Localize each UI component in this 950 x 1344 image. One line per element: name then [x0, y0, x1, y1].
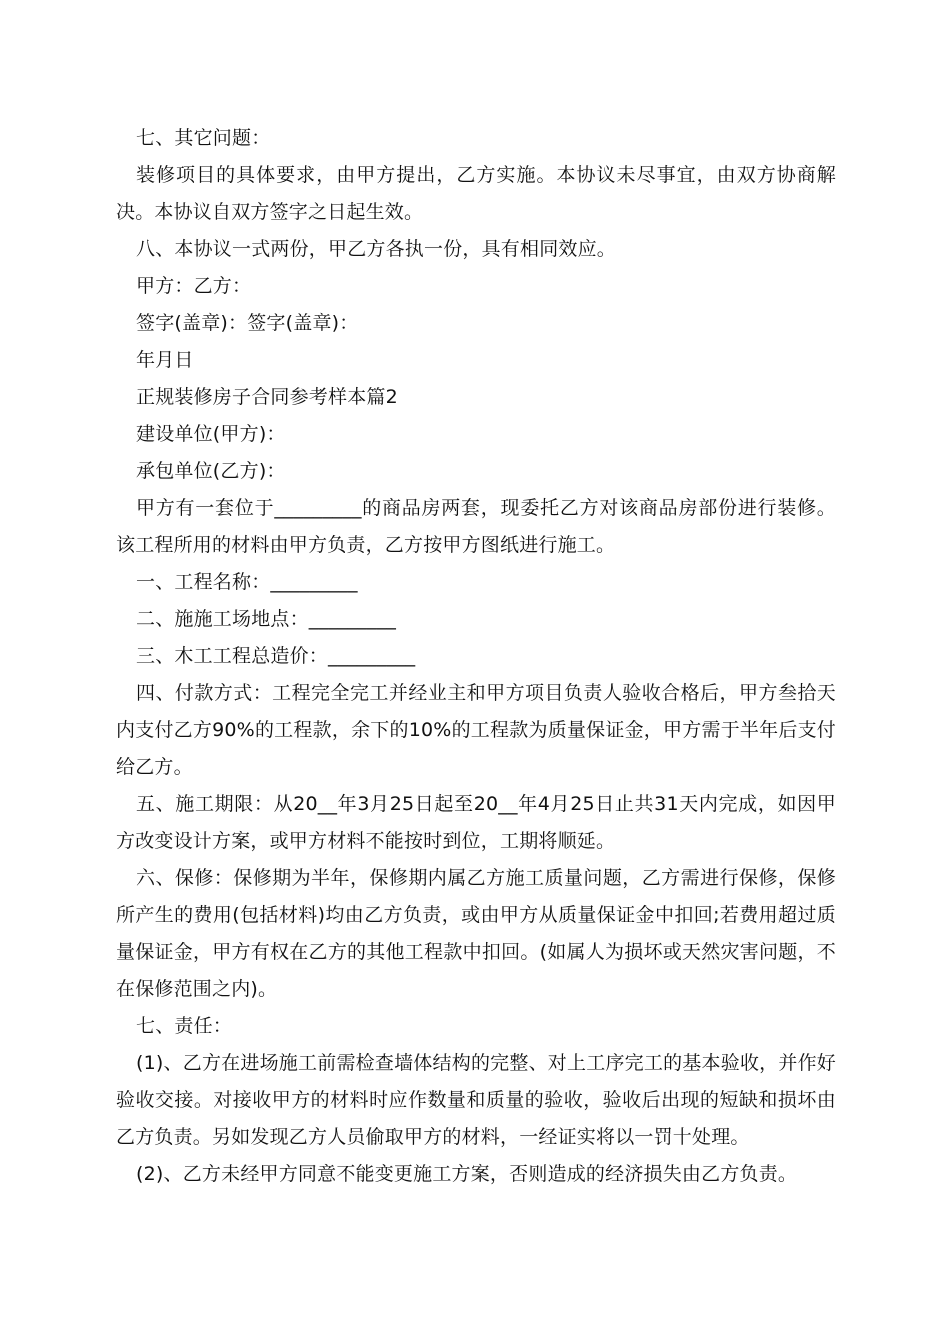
party-b-line: 承包单位(乙方)： — [136, 460, 286, 482]
section-heading-other-issues: 七、其它问题： — [136, 127, 271, 149]
parties-line: 甲方：乙方： — [136, 275, 252, 297]
item-site-location: 二、施施工场地点：_________ — [136, 608, 397, 630]
responsibility-item-2: (2)、乙方未经甲方同意不能变更施工方案，否则造成的经济损失由乙方负责。 — [136, 1163, 798, 1185]
document-body — [116, 120, 836, 1193]
section-heading-responsibility: 七、责任： — [136, 1015, 233, 1037]
item-total-cost: 三、木工工程总造价：_________ — [136, 645, 416, 667]
item-project-name: 一、工程名称：_________ — [136, 571, 358, 593]
responsibility-item-1: (1)、乙方在进场施工前需检查墙体结构的完整、对上工序完工的基本验收，并作好验收交接。对接收甲方的材料时应作数量和质量的验收，验收后出现的短缺和损坏由乙方负责。另如发现乙方人员偷取甲方的材料，一经证实将以一罚十处理。 — [116, 1052, 836, 1148]
item-payment: 四、付款方式：工程完全完工并经业主和甲方项目负责人验收合格后，甲方叁拾天内支付乙方90%的工程款，余下的10%的工程款为质量保证金，甲方需于半年后支付给乙方。 — [116, 682, 836, 778]
paragraph-copies: 八、本协议一式两份，甲乙方各执一份，具有相同效应。 — [136, 238, 617, 260]
date-line: 年月日 — [136, 349, 194, 371]
paragraph-intro: 甲方有一套位于_________的商品房两套，现委托乙方对该商品房部份进行装修。该工程所用的材料由甲方负责，乙方按甲方图纸进行施工。 — [116, 497, 836, 556]
contract-title-2: 正规装修房子合同参考样本篇2 — [136, 386, 398, 408]
item-warranty: 六、保修：保修期为半年，保修期内属乙方施工质量问题，乙方需进行保修，保修所产生的费用(包括材料)均由乙方负责，或由甲方从质量保证金中扣回;若费用超过质量保证金，甲方有权在乙方的其他工程款中扣回。(如属人为损坏或天然灾害问题，不在保修范围之内)。 — [116, 867, 836, 1000]
item-schedule: 五、施工期限：从20__年3月25日起至20__年4月25日止共31天内完成，如因甲方改变设计方案，或甲方材料不能按时到位，工期将顺延。 — [116, 793, 836, 852]
signature-line: 签字(盖章)：签字(盖章)： — [136, 312, 359, 334]
paragraph-other-issues: 装修项目的具体要求，由甲方提出，乙方实施。本协议未尽事宜，由双方协商解决。本协议自双方签字之日起生效。 — [116, 164, 836, 223]
party-a-line: 建设单位(甲方)： — [136, 423, 286, 445]
